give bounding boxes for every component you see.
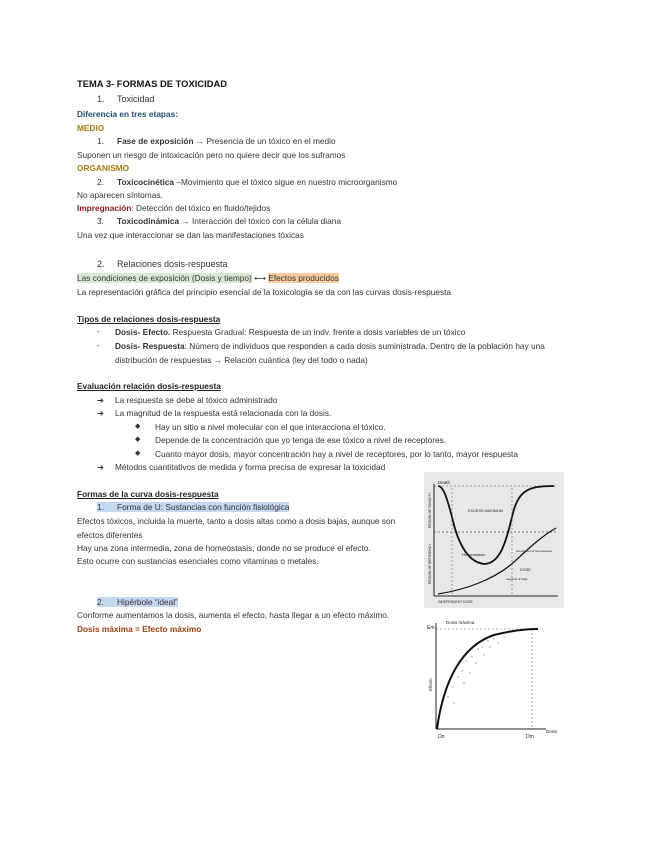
eval-item-1: La respuesta se debe al tóxico administrado	[115, 395, 278, 405]
diamond-bullet-icon: ◆	[135, 450, 141, 457]
label-homeostasis: Homeostasis	[462, 552, 486, 557]
label-organismo: ORGANISMO	[77, 163, 130, 173]
dash-bullet: -	[97, 340, 100, 350]
label-independent-dose: INDEPENDENT DOSE	[438, 600, 473, 604]
highlight-efectos: Efectos producidos	[268, 273, 339, 283]
forma-u: 1. Forma de U: Sustancias con función fisiológica	[97, 502, 290, 512]
forma-hiperbole: 2. Hipérbole “ideal”	[97, 597, 178, 607]
section-label: Toxicidad	[117, 94, 155, 104]
forma-u-line-2: efectos diferentes	[77, 530, 143, 540]
subtitle-etapas: Diferencia en tres etapas:	[77, 109, 178, 119]
highlight-condiciones: Las condiciones de exposición (Dosis y tiempo)	[77, 273, 252, 283]
page-title: TEMA 3- FORMAS DE TOXICIDAD	[77, 78, 228, 89]
item-fase-exposicion: 1. Fase de exposición → Presencia de un tóxico en el medio	[97, 136, 336, 146]
forma-u-line-4: Esto ocurre con sustancias esenciales como vitaminas o metales.	[77, 556, 319, 566]
eval-item-2: La magnitud de la respuesta está relacionada con la dosis.	[115, 408, 332, 418]
label-do: Do	[438, 734, 445, 740]
label-dosis: Dosis	[546, 729, 558, 734]
arrow-bullet-icon: ➔	[97, 395, 104, 405]
label-emax: Em	[427, 625, 435, 631]
section-relaciones: 2. Relaciones dosis-respuesta	[97, 259, 228, 269]
item-toxicodinamica: 3. Toxicodinámica → Interacción del tóxico con la célula diana	[97, 216, 341, 226]
section-toxicidad	[97, 94, 155, 105]
label-required: required of body	[506, 577, 528, 581]
forma-u-line-1: Efectos tóxicos, incluida la muerte, tanto a dosis altas como a dosis bajas, aunque son	[77, 516, 396, 526]
tipo-dosis-respuesta-cont: distribución de respuestas → Relación cuántica (ley del todo o nada)	[115, 355, 368, 365]
label-boundaries: boundaries of homeostasis	[516, 549, 552, 553]
label-excess: EXCESS MAXIMUM	[468, 509, 503, 513]
label-dm: Dm	[526, 734, 534, 740]
tipo-dosis-respuesta: Dosis- Respuesta: Número de individuos que responden a cada dosis suministrada. Dentro de la población hay una	[115, 341, 545, 351]
figure-u-curve	[424, 472, 564, 608]
heading-formas: Formas de la curva dosis-respuesta	[77, 489, 219, 499]
forma-u-line-3: Hay una zona intermedia, zona de homeostasis, donde no se produce el efecto.	[77, 543, 371, 553]
dosis-maxima: Dosis máxima = Efecto máximo	[77, 624, 202, 634]
note-toxicodinamica: Una vez que interaccionar se dan las manifestaciones tóxicas	[77, 230, 304, 240]
condiciones-line: Las condiciones de exposición (Dosis y tiempo) ⟷ Efectos producidos	[77, 273, 339, 283]
eval-sub-1: Hay un sitio a nivel molecular con el que interacciona el tóxico.	[155, 422, 386, 432]
eval-sub-2: Depende de la concentración que yo tenga de ese tóxico a nivel de receptores.	[155, 435, 447, 445]
note-fase: Suponen un riesgo de intoxicación pero no quiere decir que los suframos	[77, 150, 346, 160]
arrow-bullet-icon: ➔	[97, 408, 104, 418]
label-death: Death	[438, 480, 451, 485]
section-number: 1.	[97, 94, 105, 104]
eval-sub-3: Cuanto mayor dosis, mayor concentración hay a nivel de receptores, por lo tanto, mayor respuesta	[155, 449, 518, 459]
heading-evaluacion: Evaluación relación dosis-respuesta	[77, 381, 221, 391]
representacion-line: La representación gráfica del principio esencial de la toxicología se da con las curvas dosis-respuesta	[77, 287, 452, 297]
label-region-toxicity: REGION OF TOXICITY	[428, 492, 432, 528]
arrow-bullet-icon: ➔	[97, 462, 104, 472]
impregnacion-line: Impregnación: Detección del tóxico en fluido/tejidos	[77, 203, 271, 213]
label-dosis-maxima: Dosis máxima	[446, 620, 475, 625]
label-medio: MEDIO	[77, 123, 105, 133]
label-region-deficiency: REGION OF DEFICIENCY	[428, 543, 432, 584]
eval-item-3: Métodos cuantitativos de medida y forma precisa de expresar la toxicidad	[115, 462, 386, 472]
tipo-dosis-efecto: Dosis- Efecto. Respuesta Gradual: Respuesta de un indv. frente a dosis variables de un tóxico	[115, 327, 466, 337]
dash-bullet: -	[97, 326, 100, 336]
item-toxicocinetica: 2. Toxicocinética –Movimiento que el tóxico sigue en nuestro microorganismo	[97, 177, 398, 187]
heading-tipos: Tipos de relaciones dosis-respuesta	[77, 314, 221, 324]
diamond-bullet-icon: ◆	[135, 436, 141, 443]
diamond-bullet-icon: ◆	[135, 423, 141, 430]
label-dose: DOSE	[520, 568, 531, 572]
label-efecto: Efecto	[428, 678, 433, 691]
hiperbole-line-1: Conforme aumentamos la dosis, aumenta el efecto, hasta llegar a un efecto máximo.	[77, 610, 390, 620]
note-toxicocinetica: No aparecen síntomas.	[77, 190, 163, 200]
figure-hyperbola	[424, 617, 564, 741]
